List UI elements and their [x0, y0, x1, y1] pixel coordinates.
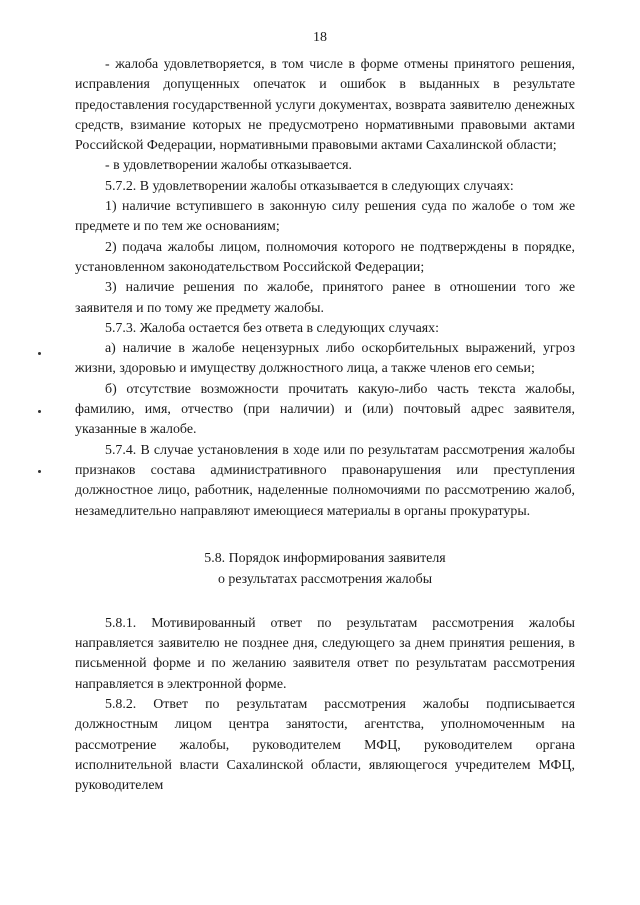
- paragraph: 5.7.3. Жалоба остается без ответа в следующих случаях:: [105, 320, 439, 336]
- paragraph: 1) наличие вступившего в законную силу решения суда по жалобе о том же предмете и по тем же основаниям;: [75, 199, 575, 235]
- paragraph: 3) наличие решения по жалобе, принятого ранее в отношении того же заявителя и по тому же предмету жалобы.: [75, 280, 575, 316]
- scan-speck: [38, 410, 41, 413]
- paragraph: а) наличие в жалобе нецензурных либо оскорбительных выражений, угроз жизни, здоровью и имуществу должностного лица, а также членов его семьи;: [75, 341, 575, 377]
- scan-speck: [38, 470, 41, 473]
- section-heading-line: о результатах рассмотрения жалобы: [217, 571, 433, 587]
- paragraph: б) отсутствие возможности прочитать какую-либо часть текста жалобы, фамилию, имя, отчество (при наличии) и (или) почтовый адрес заявителя, указанные в жалобе.: [75, 381, 575, 438]
- paragraph: 5.7.4. В случае установления в ходе или по результатам рассмотрения жалобы признаков состава административного правонарушения или преступления должностное лицо, работник, наделенные полномочиями по рассмотрению жалоб, незамедлительно направляют имеющиеся материалы в органы прокуратуры.: [75, 442, 575, 519]
- paragraph: - жалоба удовлетворяется, в том числе в форме отмены принятого решения, исправления допущенных опечаток и ошибок в выданных в результате предоставления государственной услуги документах, возврата заявителю денежных средств, взимание которых не предусмотрено нормативными правовыми актами Российской Федерации, нормативными правовыми актами Сахалинской области;: [75, 57, 575, 154]
- page-number: 18: [313, 30, 327, 45]
- paragraph: - в удовлетворении жалобы отказывается.: [105, 158, 353, 174]
- section-heading: [75, 548, 575, 590]
- paragraph: 2) подача жалобы лицом, полномочия которого не подтверждены в порядке, установленном законодательством Российской Федерации;: [75, 239, 575, 275]
- document-body: [75, 55, 575, 797]
- paragraph: 5.8.2. Ответ по результатам рассмотрения жалобы подписывается должностным лицом центра занятости, агентства, уполномоченным на рассмотрение жалобы, руководителем МФЦ, руководителем органа исполнительной власти Сахалинской области, являющегося учредителем МФЦ, руководителем: [75, 697, 575, 794]
- paragraph: 5.7.2. В удовлетворении жалобы отказывается в следующих случаях:: [105, 178, 514, 194]
- paragraph: 5.8.1. Мотивированный ответ по результатам рассмотрения жалобы направляется заявителю не позднее дня, следующего за днем принятия решения, в письменной форме и по желанию заявителя ответ по результатам рассмотрения направляется в электронной форме.: [75, 615, 575, 692]
- scan-speck: [38, 352, 41, 355]
- section-heading-line: 5.8. Порядок информирования заявителя: [204, 550, 446, 566]
